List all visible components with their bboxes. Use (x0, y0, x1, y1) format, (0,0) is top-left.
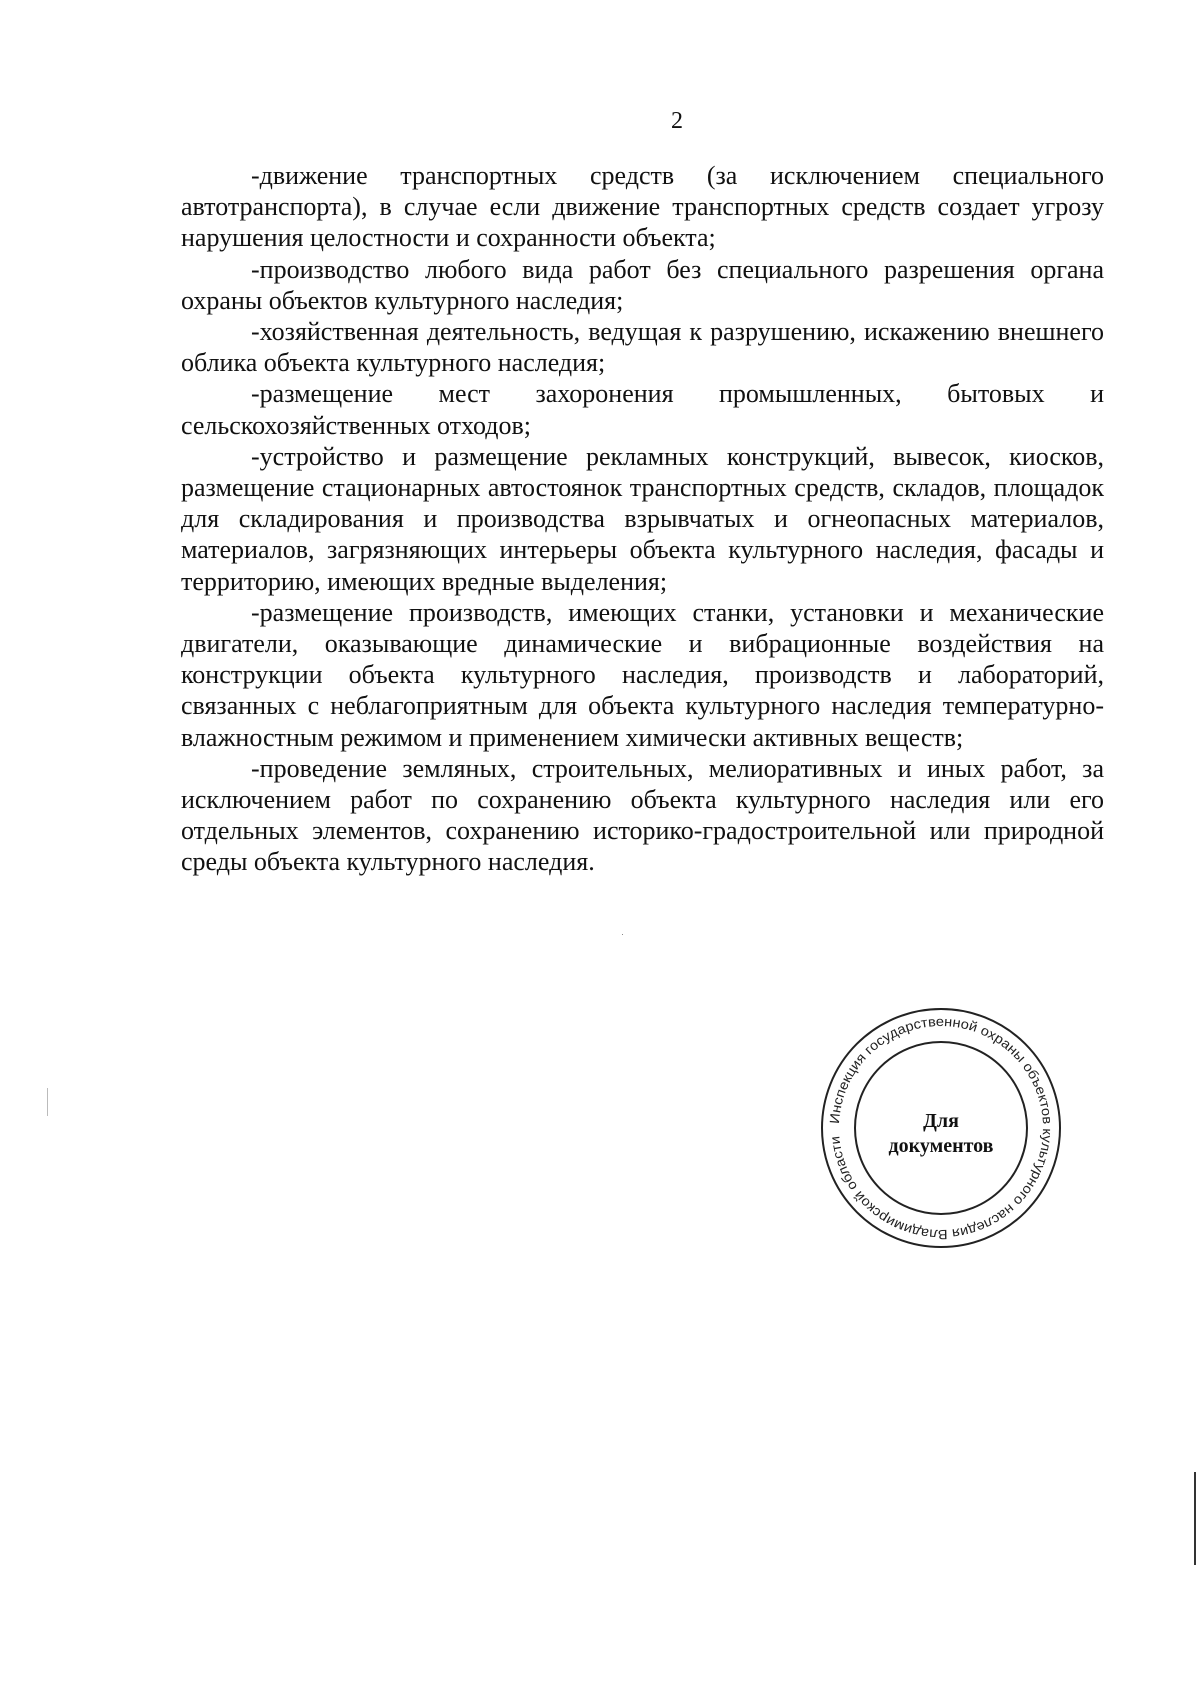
paragraph-waste-burial: -размещение мест захоронения промышленных, бытовых и сельскохозяйственных отходов; (181, 379, 1104, 440)
paragraph-vehicle-traffic: -движение транспортных средств (за исключением специального автотранспорта), в случае если движение транспортных средств создает угрозу нарушения целостности и сохранности объекта; (181, 161, 1104, 253)
stamp-center-line2: документов (888, 1135, 994, 1157)
paragraph-economic-activity: -хозяйственная деятельность, ведущая к разрушению, искажению внешнего облика объекта культурного наследия; (181, 317, 1104, 378)
scan-artifact-left (47, 1088, 48, 1116)
scan-artifact-right-edge (1194, 1472, 1196, 1565)
paragraph-industrial-placement: -размещение производств, имеющих станки, установки и механические двигатели, оказывающие динамические и вибрационные воздействия на конструкции объекта культурного наследия, производств и лабораторий, связанных с неблагоприятным для объекта культурного наследия температурно-влажностным режимом и применением химически активных веществ; (181, 597, 1104, 752)
paragraph-earthworks: -проведение земляных, строительных, мелиоративных и иных работ, за исключением работ по сохранению объекта культурного наследия или его отдельных элементов, сохранению историко-градостроительной или природной среды объекта культурного наследия. (181, 753, 1104, 877)
paragraph-unauthorized-works: -производство любого вида работ без специального разрешения органа охраны объектов культурного наследия; (181, 254, 1104, 315)
document-body (181, 160, 1104, 878)
stamp-ring-text: Инспекция государственной охраны объектов культурного наследия Владимирской области (826, 1013, 1056, 1243)
official-stamp (818, 1005, 1064, 1251)
scan-artifact-dot (622, 934, 623, 935)
paragraph-advertising-structures: -устройство и размещение рекламных конструкций, вывесок, киосков, размещение стационарных автостоянок транспортных средств, складов, площадок для складирования и производства взрывчатых и огнеопасных материалов, материалов, загрязняющих интерьеры объекта культурного наследия, фасады и территорию, имеющих вредные выделения; (181, 441, 1104, 596)
stamp-center-line1: Для (923, 1110, 959, 1132)
page-number: 2 (671, 108, 683, 134)
